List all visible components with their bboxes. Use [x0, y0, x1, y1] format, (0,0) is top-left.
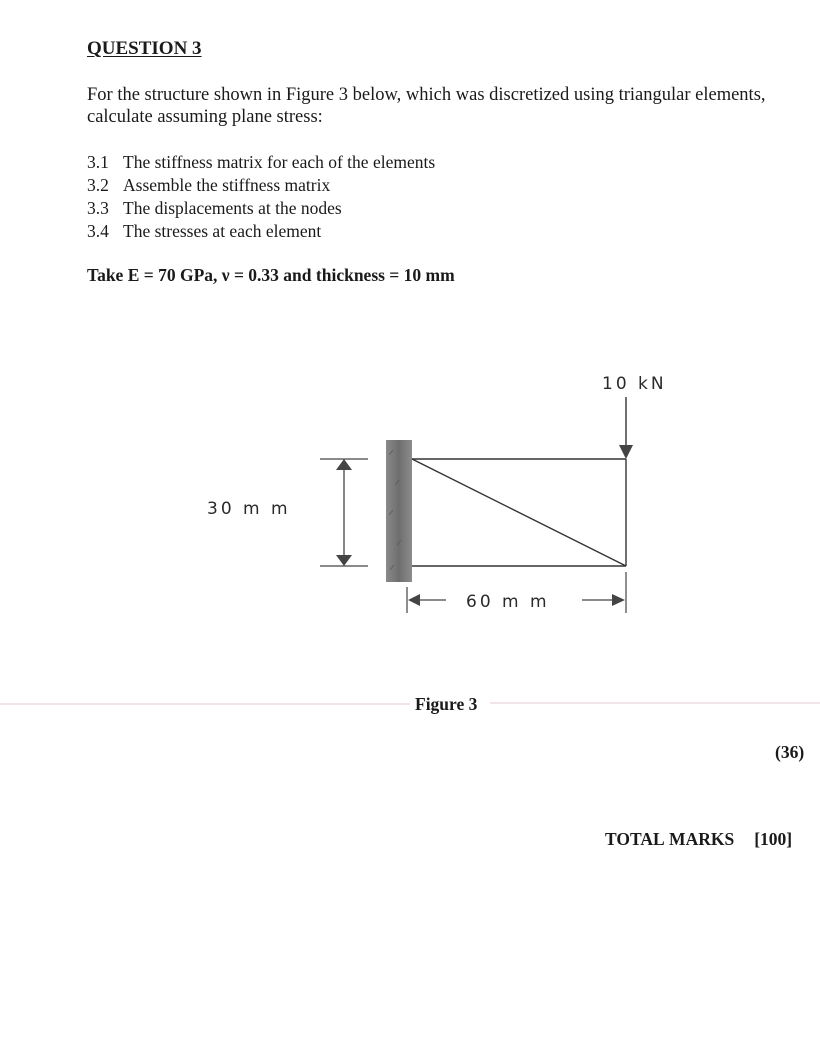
material-constants: Take E = 70 GPa, ν = 0.33 and thickness = 10 mm — [87, 265, 455, 285]
load-arrow-head — [619, 445, 633, 459]
total-marks — [605, 829, 792, 850]
height-label: 30 m m — [207, 499, 291, 519]
width-arrow-right — [612, 594, 625, 606]
fixed-wall-support — [386, 440, 412, 582]
width-label: 60 m m — [466, 592, 550, 612]
height-arrow-top — [336, 459, 352, 470]
task-text: Assemble the stiffness matrix — [123, 175, 331, 195]
task-number: 3.3 — [87, 198, 109, 218]
task-text: The displacements at the nodes — [123, 198, 342, 218]
width-arrow-left — [408, 594, 420, 606]
task-text: The stiffness matrix for each of the elements — [123, 152, 436, 172]
task-number: 3.1 — [87, 152, 109, 172]
task-number: 3.2 — [87, 175, 109, 195]
question-heading: QUESTION 3 — [87, 38, 202, 59]
task-number: 3.4 — [87, 221, 109, 241]
figure-caption: Figure 3 — [415, 694, 478, 714]
height-arrow-bottom — [336, 555, 352, 566]
question-intro: For the structure shown in Figure 3 below, which was discretized using triangular elements, calculate assuming plane stress: — [87, 85, 766, 127]
total-marks-value: [100] — [754, 829, 793, 849]
element-diagonal — [412, 459, 626, 566]
total-marks-label: TOTAL MARKS — [605, 829, 735, 849]
task-text: The stresses at each element — [123, 221, 322, 241]
question-marks: (36) — [775, 742, 805, 762]
load-label: 10 kN — [602, 374, 667, 394]
